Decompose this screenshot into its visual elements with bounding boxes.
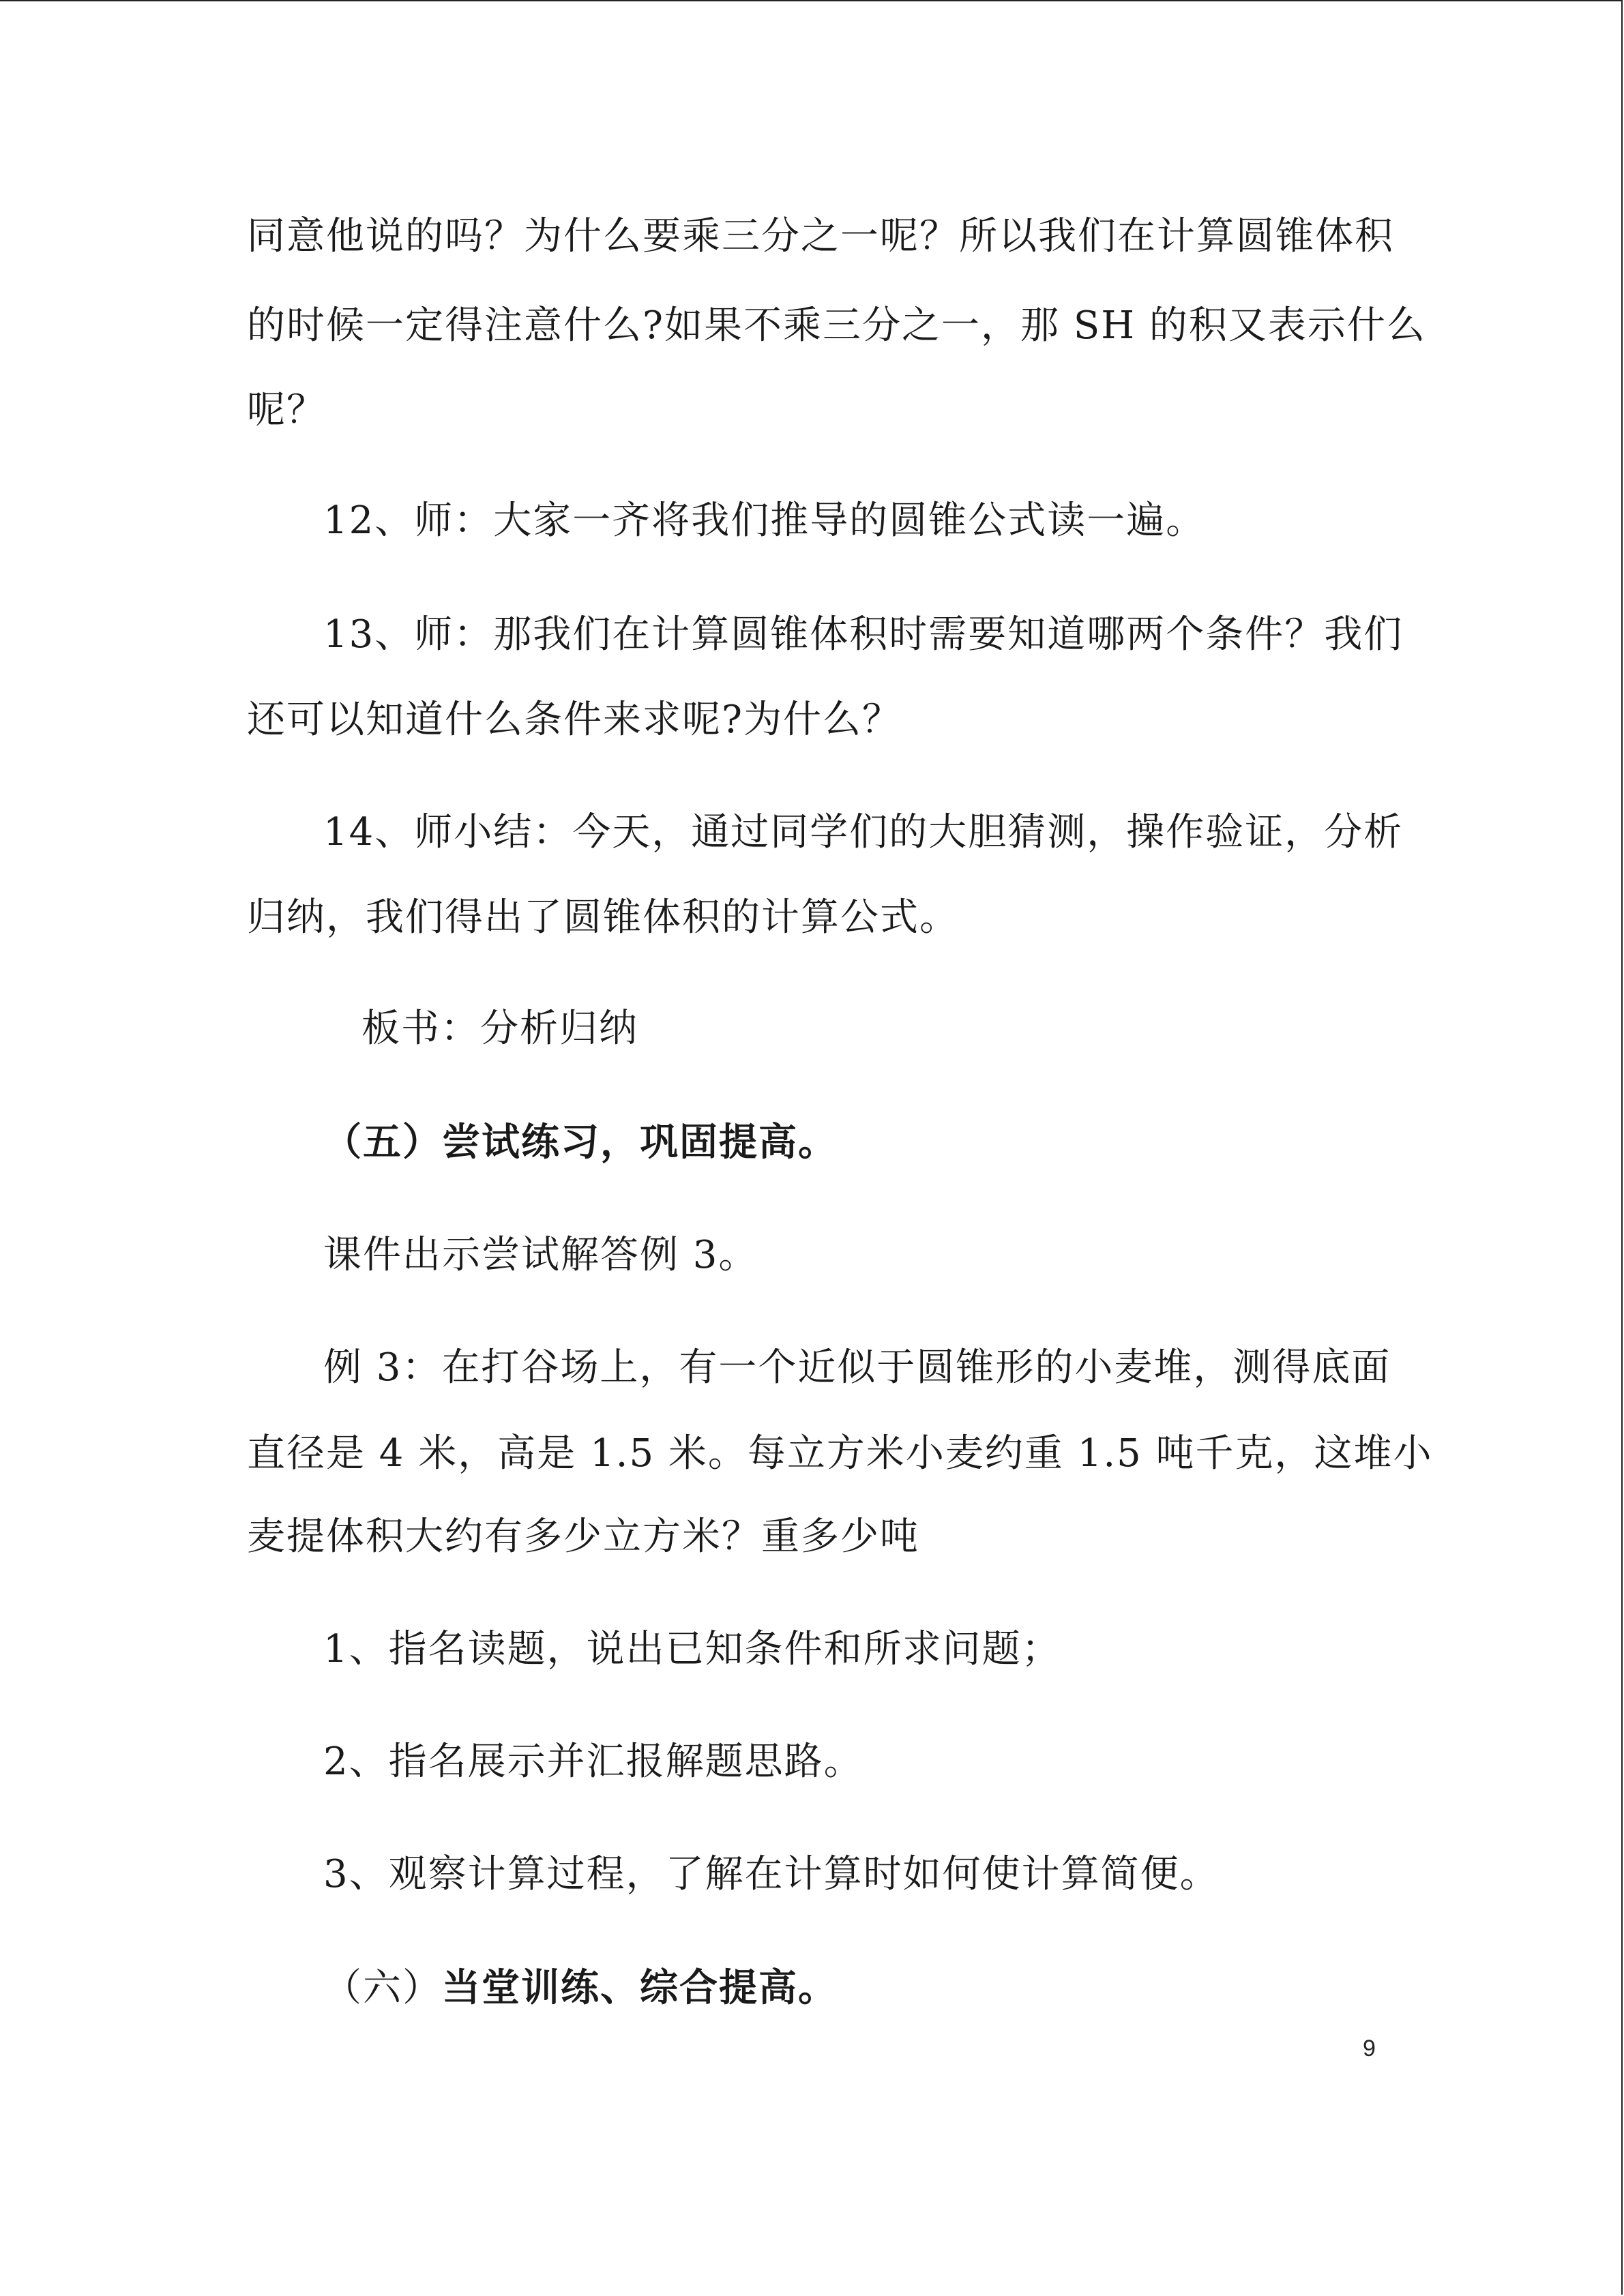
paragraph-line: 14、师小结：今天，通过同学们的大胆猜测，操作验证，分析: [323, 810, 1404, 854]
step-line: 3、观察计算过程，了解在计算时如何使计算简便。: [323, 1852, 1220, 1896]
paragraph-line: 13、师：那我们在计算圆锥体积时需要知道哪两个条件？我们: [323, 612, 1404, 657]
example-line: 例 3：在打谷场上，有一个近似于圆锥形的小麦堆，测得底面: [323, 1345, 1391, 1390]
paragraph-line: 归纳，我们得出了圆锥体积的计算公式。: [247, 895, 959, 940]
example-line: 直径是 4 米，高是 1.5 米。每立方米小麦约重 1.5 吨千克，这堆小: [247, 1431, 1433, 1476]
board-note: 板书：分析归纳: [361, 1007, 638, 1051]
paragraph-line: 课件出示尝试解答例 3。: [323, 1233, 758, 1277]
paragraph-line: 呢？: [247, 388, 326, 432]
section-six-title: 当堂训练、综合提高。: [442, 1965, 838, 2010]
section-heading-five: （五）尝试练习，巩固提高。: [323, 1120, 838, 1165]
paragraph-line: 的时候一定得注意什么?如果不乘三分之一，那 SH 的积又表示什么: [247, 303, 1426, 348]
paragraph-line: 同意他说的吗？为什么要乘三分之一呢？所以我们在计算圆锥体积: [247, 214, 1394, 258]
step-line: 2、指名展示并汇报解题思路。: [323, 1740, 863, 1784]
example-line: 麦提体积大约有多少立方米？重多少吨: [247, 1515, 919, 1559]
section-heading-six: [323, 1966, 838, 2010]
step-line: 1、指名读题，说出已知条件和所求问题；: [323, 1627, 1061, 1671]
paragraph-line: 还可以知道什么条件来求呢?为什么？: [247, 698, 902, 742]
section-six-prefix: （六）: [323, 1966, 442, 2010]
page-number: 9: [1363, 2036, 1376, 2061]
paragraph-line: 12、师：大家一齐将我们推导的圆锥公式读一遍。: [323, 498, 1206, 543]
